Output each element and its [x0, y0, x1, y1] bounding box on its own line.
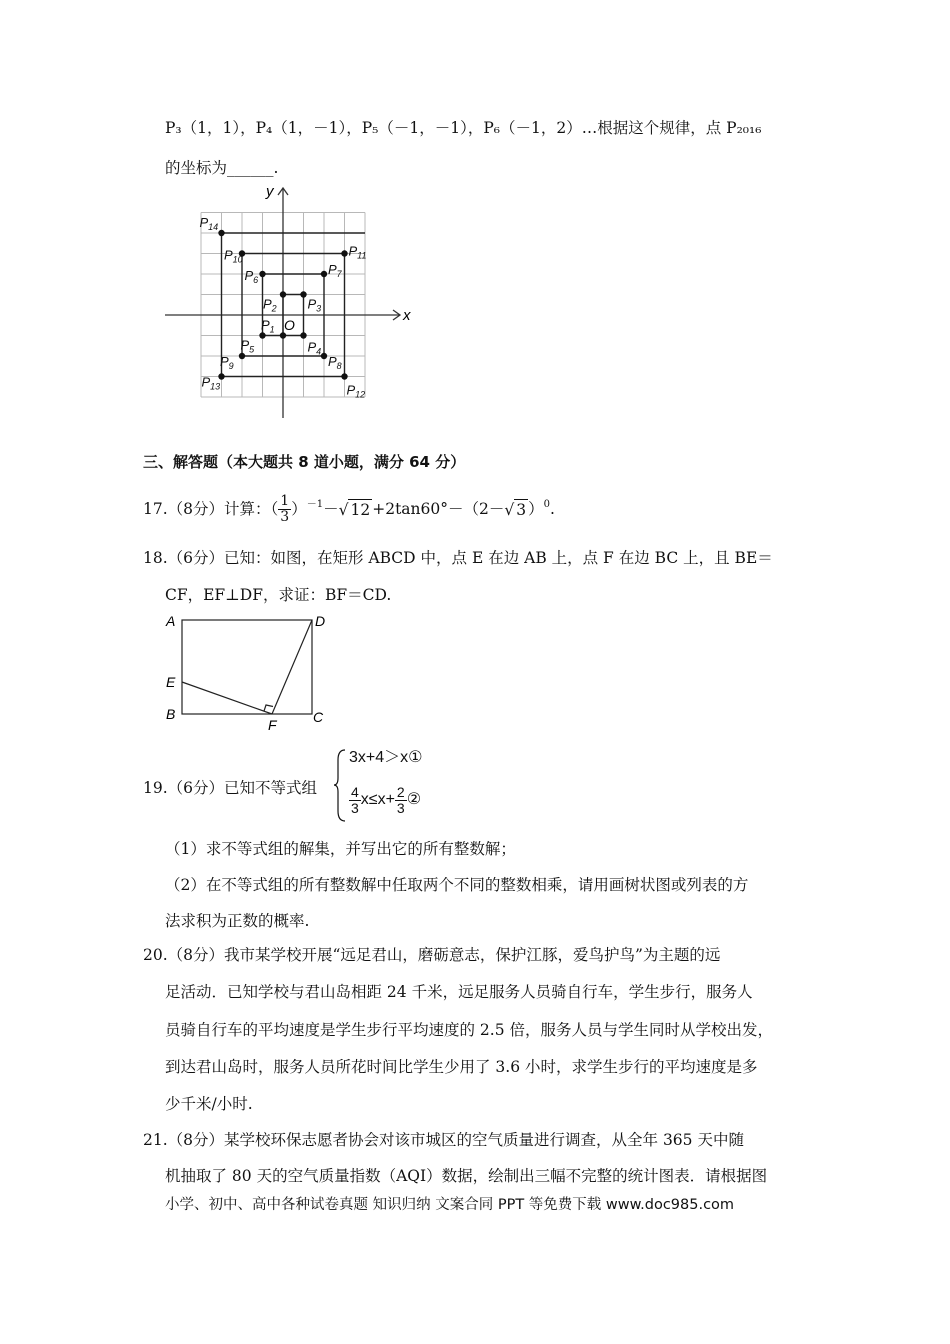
spiral-grid-figure — [160, 180, 420, 420]
q19-sub-2-line-1: （2）在不等式组的所有整数解中任取两个不同的整数相乘，请用画树状图或列表的方 — [165, 876, 749, 894]
q19-frac-2-den: 3 — [396, 799, 405, 816]
q17-part-4: ） — [528, 500, 544, 518]
q19-sub-2-line-2: 法求积为正数的概率. — [165, 912, 310, 930]
sqrt-3: √ 3 — [504, 500, 527, 519]
point-p6 — [259, 271, 265, 277]
label-A: A — [166, 613, 176, 629]
point-label-p3: $P_3$ — [307, 296, 322, 314]
question-17 — [143, 492, 555, 526]
q17-fraction — [278, 494, 291, 525]
point-p7 — [321, 271, 327, 277]
q20-line-2: 足活动．已知学校与君山岛相距 24 千米，远足服务人员骑自行车，学生步行，服务人 — [165, 983, 753, 1001]
point-p4 — [300, 332, 306, 338]
q17-exponent-2: 0 — [543, 499, 551, 510]
point-label-p1: $P_1$ — [261, 317, 275, 335]
sqrt-12: √ 12 — [338, 500, 371, 519]
q19-inequality-2 — [349, 782, 421, 818]
q17-end: . — [550, 500, 555, 518]
label-B: B — [166, 706, 176, 722]
q17-part-3: +2tan60°－（2－ — [372, 500, 505, 518]
q17-frac-den: 3 — [280, 508, 290, 525]
point-p14 — [218, 230, 224, 236]
origin-label: O — [284, 317, 295, 333]
q19-prefix: 19.（6分）已知不等式组 — [143, 779, 318, 797]
point-p3 — [300, 291, 306, 297]
q17-exponent-1: －1 — [306, 499, 324, 510]
label-E: E — [166, 674, 176, 690]
point-p13 — [218, 373, 224, 379]
point-p5 — [259, 332, 265, 338]
q19-sub-1: （1）求不等式组的解集，并写出它的所有整数解； — [165, 840, 516, 858]
point-p9 — [239, 353, 245, 359]
rectangle-abcd-figure — [160, 610, 340, 735]
q19-frac-1 — [349, 785, 361, 816]
q18-line-2: CF，EF⊥DF，求证：BF＝CD. — [165, 586, 392, 604]
point-p1 — [280, 332, 286, 338]
q19-ineq2-mark: ② — [406, 791, 422, 808]
q20-line-5: 少千米/小时. — [165, 1095, 253, 1113]
label-D: D — [315, 613, 326, 629]
q19-frac-2-num: 2 — [396, 783, 405, 800]
q20-line-4: 到达君山岛时，服务人员所花时间比学生少用了 3.6 小时，求学生步行的平均速度是多 — [165, 1058, 758, 1076]
section-3-heading: 三、解答题（本大题共 8 道小题，满分 64 分） — [143, 453, 466, 471]
y-axis-label: y — [266, 183, 274, 200]
brace-icon — [333, 748, 347, 823]
q18-line-1: 18.（6分）已知：如图，在矩形 ABCD 中，点 E 在边 AB 上，点 F 在边 BC 上，且 BE＝ — [143, 549, 773, 567]
point-p12 — [341, 373, 347, 379]
point-label-p4: $P_4$ — [307, 339, 322, 357]
q17-sqrt-1: 12 — [350, 500, 371, 519]
footer-text: 小学、初中、高中各种试卷真题 知识归纳 文案合同 PPT 等免费下载 www.doc985.com — [165, 1197, 735, 1213]
q21-line-2: 机抽取了 80 天的空气质量指数（AQI）数据，绘制出三幅不完整的统计图表．请根据图 — [165, 1167, 768, 1185]
q20-line-3: 员骑自行车的平均速度是学生步行平均速度的 2.5 倍，服务人员与学生同时从学校出发， — [165, 1021, 774, 1039]
point-label-p2: $P_2$ — [263, 296, 277, 314]
point-p2 — [280, 291, 286, 297]
q19-ineq2-mid: x≤x+ — [360, 791, 395, 808]
x-axis-label: x — [403, 307, 411, 324]
q20-line-1: 20.（8分）我市某学校开展“远足君山，磨砺意志，保护江豚，爱鸟护鸟”为主题的远 — [143, 946, 721, 964]
q16-line-2: 的坐标为______. — [165, 159, 279, 177]
point-p11 — [341, 250, 347, 256]
point-label-p14: $P_{14}$ — [199, 215, 219, 232]
q17-sqrt-2: 3 — [516, 500, 527, 519]
q19-inequality-1: 3x+4＞x① — [349, 749, 423, 766]
q17-prefix: 17.（8分）计算：（ — [143, 500, 279, 518]
q21-line-1: 21.（8分）某学校环保志愿者协会对该市城区的空气质量进行调查，从全年 365 天中随 — [143, 1131, 744, 1149]
q17-frac-num: 1 — [280, 492, 290, 509]
point-label-p6: $P_6$ — [244, 268, 259, 285]
point-label-p5: $P_5$ — [240, 337, 255, 355]
q16-line-1: P₃（1，1），P₄（1，－1），P₅（－1，－1），P₆（－1，2）…根据这个规律，点 P₂₀₁₆ — [165, 119, 762, 137]
point-label-p10: $P_{10}$ — [224, 247, 243, 265]
q19-frac-2 — [395, 785, 407, 816]
point-p8 — [321, 353, 327, 359]
q19-frac-1-den: 3 — [351, 799, 359, 816]
point-label-p8: $P_8$ — [328, 354, 342, 371]
label-C: C — [313, 709, 324, 725]
point-label-p11: $P_{11}$ — [348, 243, 367, 261]
point-label-p12: $P_{12}$ — [346, 382, 366, 400]
label-F: F — [268, 717, 277, 733]
q17-part-2: ） — [291, 500, 307, 518]
point-label-p7: $P_7$ — [328, 262, 342, 279]
point-label-p13: $P_{13}$ — [201, 374, 221, 392]
point-label-p9: $P_9$ — [220, 354, 234, 371]
q19-frac-1-num: 4 — [351, 783, 359, 800]
q17-minus: － — [323, 500, 339, 518]
